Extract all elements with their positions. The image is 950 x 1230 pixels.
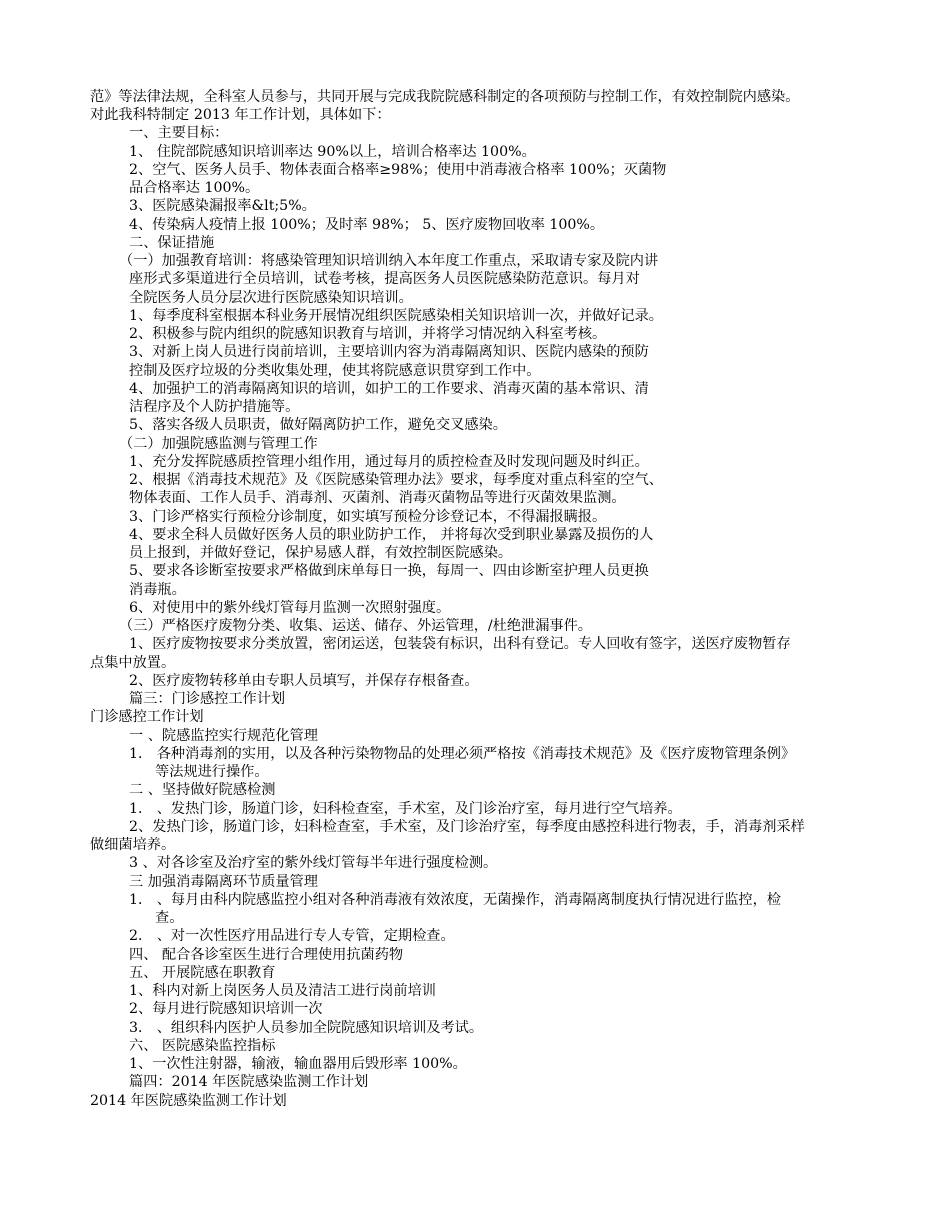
text-line: 4、传染病人疫情上报 100%；及时率 98%； 5、医疗废物回收率 100%。 — [129, 217, 605, 233]
text-line: 篇三：门诊感控工作计划 — [129, 691, 286, 707]
text-line: 二、保证措施 — [129, 235, 215, 251]
text-line: 3、对新上岗人员进行岗前培训，主要培训内容为消毒隔离知识、医院内感染的预防 — [129, 344, 649, 360]
text-line: 全院医务人员分层次进行医院感染知识培训。 — [129, 290, 413, 306]
text-line: 范》等法律法规，全科室人员参与，共同开展与完成我院院感科制定的各项预防与控制工作，有效控制院内感染。 — [90, 89, 800, 105]
text-line: 3、医院感染漏报率&lt;5%。 — [129, 198, 316, 214]
text-line: 2014 年医院感染监测工作计划 — [90, 1093, 287, 1109]
text-line: 2、发热门诊，肠道门诊，妇科检查室，手术室，及门诊治疗室，每季度由感控科进行物表，手，消毒剂采样 — [129, 819, 805, 835]
text-line: 2、空气、医务人员手、物体表面合格率≥98%；使用中消毒液合格率 100%；灭菌物 — [129, 162, 667, 178]
text-line: 洁程序及个人防护措施等。 — [129, 399, 300, 415]
text-line: （二）加强院感监测与管理工作 — [119, 436, 318, 452]
text-line: 1、科内对新上岗医务人员及清洁工进行岗前培训 — [129, 983, 436, 999]
text-line: 三 加强消毒隔离环节质量管理 — [129, 874, 318, 890]
text-line: 1． 、每月由科内院感监控小组对各种消毒液有效浓度，无菌操作，消毒隔离制度执行情况进行监控，检 — [129, 892, 781, 908]
text-line: 1、充分发挥院感质控管理小组作用，通过每月的质控检查及时发现问题及时纠正。 — [129, 454, 649, 470]
text-line: 4、加强护工的消毒隔离知识的培训，如护工的工作要求、消毒灭菌的基本常识、清 — [129, 381, 649, 397]
text-line: 一、主要目标： — [129, 125, 229, 141]
text-line: 1、医疗废物按要求分类放置，密闭运送，包装袋有标识，出科有登记。专人回收有签字，送医疗废物暂存 — [129, 636, 791, 652]
text-line: 品合格率达 100%。 — [129, 180, 260, 196]
text-line: 1、每季度科室根据本科业务开展情况组织医院感染相关知识培训一次，并做好记录。 — [129, 308, 663, 324]
text-line: 篇四：2014 年医院感染监测工作计划 — [129, 1074, 369, 1090]
text-line: 3 、对各诊室及治疗室的紫外线灯管每半年进行强度检测。 — [129, 855, 498, 871]
text-line: 二 、坚持做好院感检测 — [129, 782, 276, 798]
text-line: 对此我科特制定 2013 年工作计划，具体如下： — [90, 107, 391, 123]
text-line: 点集中放置。 — [90, 655, 176, 671]
text-line: 门诊感控工作计划 — [90, 709, 204, 725]
text-line: 3、门诊严格实行预检分诊制度，如实填写预检分诊登记本，不得漏报瞒报。 — [129, 509, 607, 525]
text-line: 2、积极参与院内组织的院感知识教育与培训，并将学习情况纳入科室考核。 — [129, 326, 607, 342]
text-line: 六、 医院感染监控指标 — [129, 1038, 276, 1054]
text-line: 五、 开展院感在职教育 — [129, 965, 276, 981]
text-line: 1、 住院部院感知识培训率达 90%以上，培训合格率达 100%。 — [129, 144, 536, 160]
text-line: 座形式多渠道进行全员培训，试卷考核，提高医务人员医院感染防范意识。每月对 — [129, 271, 640, 287]
text-line: 等法规进行操作。 — [155, 764, 269, 780]
text-line: 2、根据《消毒技术规范》及《医院感染管理办法》要求，每季度对重点科室的空气、 — [129, 472, 663, 488]
text-line: 1． 、发热门诊，肠道门诊，妇科检查室，手术室，及门诊治疗室，每月进行空气培养。 — [129, 801, 682, 817]
text-line: 5、落实各级人员职责，做好隔离防护工作，避免交叉感染。 — [129, 417, 507, 433]
text-line: 2、医疗废物转移单由专职人员填写，并保存存根备查。 — [129, 673, 479, 689]
text-line: 4、要求全科人员做好医务人员的职业防护工作， 并将每次受到职业暴露及损伤的人 — [129, 527, 654, 543]
text-line: 物体表面、工作人员手、消毒剂、灭菌剂、消毒灭菌物品等进行灭菌效果监测。 — [129, 490, 626, 506]
text-line: 6、对使用中的紫外线灯管每月监测一次照射强度。 — [129, 600, 451, 616]
text-line: 消毒瓶。 — [129, 582, 186, 598]
text-line: 5、要求各诊断室按要求严格做到床单每日一换，每周一、四由诊断室护理人员更换 — [129, 563, 649, 579]
text-line: 1、一次性注射器，输液，输血器用后毁形率 100%。 — [129, 1056, 467, 1072]
text-line: （三）严格医疗废物分类、收集、运送、储存、外运管理，/杜绝泄漏事件。 — [119, 618, 592, 634]
text-line: 查。 — [155, 910, 184, 926]
text-line: 员上报到，并做好登记，保护易感人群，有效控制医院感染。 — [129, 545, 513, 561]
text-line: 控制及医疗垃圾的分类收集处理，使其将院感意识贯穿到工作中。 — [129, 363, 541, 379]
text-line: 一 、院感监控实行规范化管理 — [129, 728, 318, 744]
text-line: 2． 、对一次性医疗用品进行专人专管，定期检查。 — [129, 928, 455, 944]
text-line: 四、 配合各诊室医生进行合理使用抗菌药物 — [129, 947, 404, 963]
text-line: 3． 、组织科内医护人员参加全院院感知识培训及考试。 — [129, 1020, 484, 1036]
text-line: 1． 各种消毒剂的实用，以及各种污染物物品的处理必须严格按《消毒技术规范》及《医疗废物管理条例》 — [129, 746, 796, 762]
text-line: 2、每月进行院感知识培训一次 — [129, 1001, 323, 1017]
text-line: 做细菌培养。 — [90, 837, 176, 853]
text-line: （一）加强教育培训：将感染管理知识培训纳入本年度工作重点，采取请专家及院内讲 — [119, 253, 659, 269]
